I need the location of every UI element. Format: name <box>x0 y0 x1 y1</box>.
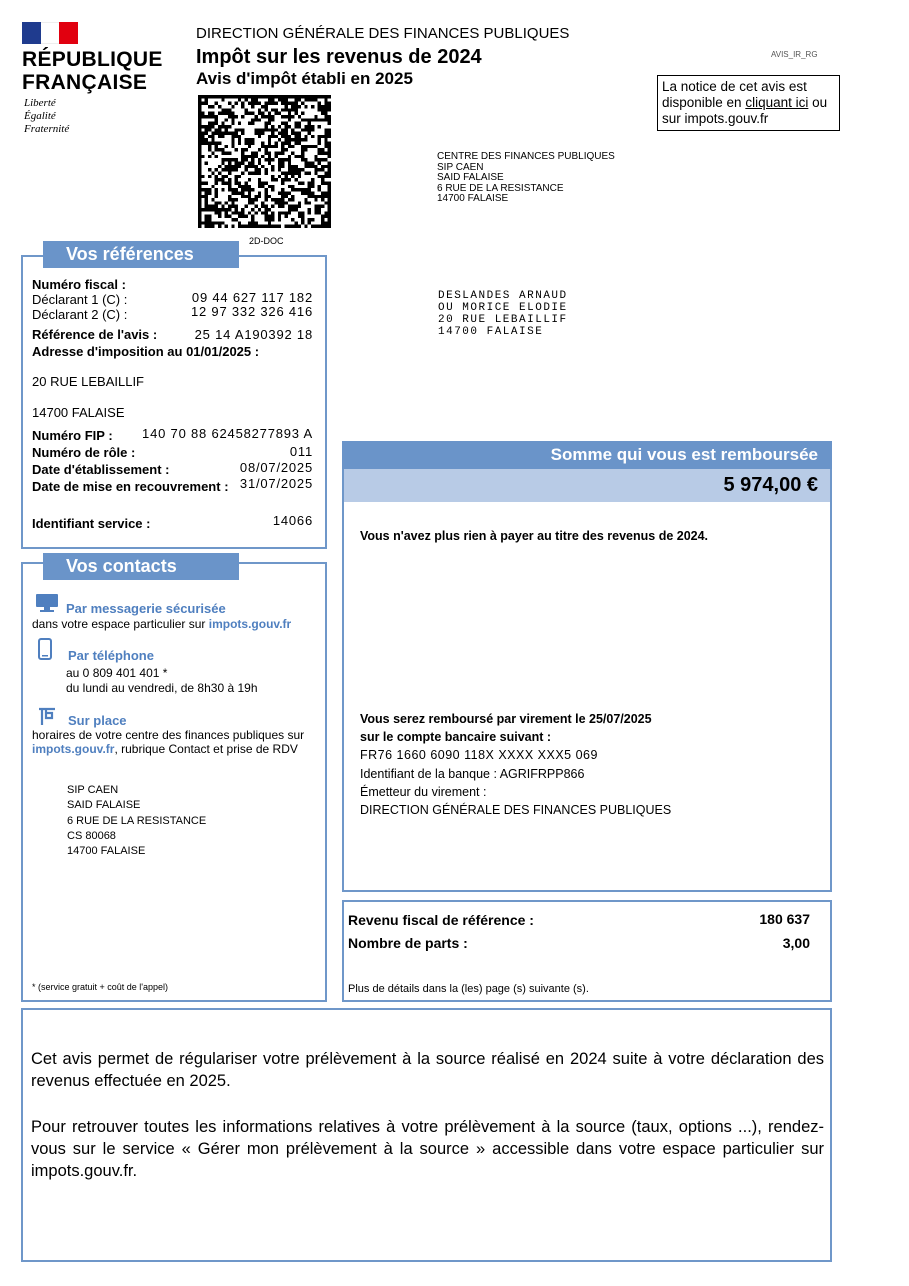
details-text: Plus de détails dans la (les) page (s) suivante (s). <box>348 983 589 995</box>
place-text-end: , rubrique Contact et prise de RDV <box>114 742 298 756</box>
direction-name: DIRECTION GÉNÉRALE DES FINANCES PUBLIQUES <box>196 25 570 42</box>
notice-text: La notice de cet avis est disponible en <box>662 79 807 110</box>
office-line: 6 RUE DE LA RESISTANCE <box>67 814 207 827</box>
place-link[interactable]: impots.gouv.fr <box>32 742 115 756</box>
role-value: 011 <box>289 444 313 459</box>
messagerie-link[interactable]: impots.gouv.fr <box>208 617 292 631</box>
references-panel <box>21 255 327 549</box>
reference-value: 25 14 A190392 18 <box>194 327 313 342</box>
republic-motto: Liberté Égalité Fraternité <box>24 97 70 135</box>
numero-fiscal-label: Numéro fiscal : <box>32 277 126 292</box>
contacts-tab: Vos contacts <box>43 553 239 580</box>
adresse-line2: 14700 FALAISE <box>32 405 125 420</box>
virement-account-text: sur le compte bancaire suivant : <box>360 730 552 744</box>
virement-date-text: Vous serez remboursé par virement le 25/07/2025 <box>360 712 652 726</box>
office-line: 14700 FALAISE <box>67 845 146 858</box>
republic-name: RÉPUBLIQUE FRANÇAISE <box>22 48 163 94</box>
office-line: CS 80068 <box>67 829 116 842</box>
nothing-to-pay-text: Vous n'avez plus rien à payer au titre des revenus de 2024. <box>360 529 709 543</box>
info-paragraph-2: Pour retrouver toutes les informations relatives à votre prélèvement à la source (taux, options ...), rendez-vous sur le service « Gérer mon prélèvement à la source » accessible dans votre espace particulier sur impots.gouv.fr. <box>31 1118 824 1180</box>
role-label: Numéro de rôle : <box>32 445 136 460</box>
rfr-label: Revenu fiscal de référence : <box>348 912 534 928</box>
2d-doc-barcode <box>198 95 331 228</box>
rfr-value: 180 637 <box>759 911 810 927</box>
revenu-panel <box>342 900 832 1002</box>
office-line: SAID FALAISE <box>67 799 141 812</box>
emetteur-value: DIRECTION GÉNÉRALE DES FINANCES PUBLIQUES <box>360 803 672 817</box>
declarant2-label: Déclarant 2 (C) : <box>32 307 128 322</box>
contacts-panel <box>21 562 327 1002</box>
etablissement-value: 08/07/2025 <box>239 460 313 475</box>
adresse-line1: 20 RUE LEBAILLIF <box>32 374 144 389</box>
refund-heading: Somme qui vous est remboursée <box>342 441 832 469</box>
fip-value: 140 70 88 62458277893 A <box>142 426 313 441</box>
fip-label: Numéro FIP : <box>32 428 113 443</box>
recipient-line: 20 RUE LEBAILLIF <box>438 314 568 326</box>
telephone-heading: Par téléphone <box>68 648 154 663</box>
notice-link[interactable]: cliquant ici <box>745 95 809 110</box>
sender-address <box>437 152 615 205</box>
avis-code: AVIS_IR_RG <box>771 50 818 59</box>
messagerie-text-label: dans votre espace particulier sur <box>32 617 209 631</box>
document-subtitle: Avis d'impôt établi en 2025 <box>196 69 413 88</box>
computer-icon <box>34 593 60 613</box>
refund-amount: 5 974,00 € <box>342 469 832 502</box>
phone-icon <box>38 638 52 660</box>
declarant1-value: 09 44 627 117 182 <box>191 290 313 305</box>
footnote: * (service gratuit + coût de l'appel) <box>32 982 169 992</box>
declarant2-value: 12 97 332 326 416 <box>190 304 313 319</box>
sender-line: CENTRE DES FINANCES PUBLIQUES <box>437 151 615 162</box>
telephone-hours: du lundi au vendredi, de 8h30 à 19h <box>66 681 258 695</box>
recouvrement-label: Date de mise en recouvrement : <box>32 479 229 494</box>
iban-value: FR76 1660 6090 118X XXXX XXX5 069 <box>360 748 598 762</box>
emetteur-label: Émetteur du virement : <box>360 785 487 799</box>
references-tab: Vos références <box>43 241 239 268</box>
barcode-label: 2D-DOC <box>249 236 284 246</box>
notice-text-end: ou sur impots.gouv.fr <box>662 95 828 126</box>
recipient-line: DESLANDES ARNAUD <box>438 290 568 302</box>
notice-box <box>657 75 840 131</box>
place-text-2 <box>32 742 298 756</box>
sender-line: SIP CAEN <box>437 161 484 173</box>
recouvrement-value: 31/07/2025 <box>239 476 313 491</box>
sender-line: SAID FALAISE <box>437 172 504 184</box>
telephone-number: au 0 809 401 401 * <box>66 666 168 680</box>
document-title: Impôt sur les revenus de 2024 <box>196 46 482 68</box>
info-panel <box>21 1008 832 1262</box>
info-paragraph-1: Cet avis permet de régulariser votre prélèvement à la source réalisé en 2024 suite à votre déclaration des revenus effectuée en 2025. <box>31 1050 824 1090</box>
service-value: 14066 <box>272 513 313 528</box>
parts-value: 3,00 <box>782 935 810 951</box>
declarant1-label: Déclarant 1 (C) : <box>32 292 128 307</box>
reference-label: Référence de l'avis : <box>32 327 158 342</box>
etablissement-label: Date d'établissement : <box>32 462 170 477</box>
messagerie-heading: Par messagerie sécurisée <box>66 601 226 616</box>
office-address <box>67 783 206 859</box>
bank-identifier: Identifiant de la banque : AGRIFRPP866 <box>360 767 585 781</box>
recipient-line: OU MORICE ELODIE <box>438 302 568 314</box>
counter-icon <box>36 705 58 727</box>
recipient-address <box>438 290 568 338</box>
french-flag-logo <box>22 22 78 44</box>
sender-line: 14700 FALAISE <box>437 193 509 205</box>
service-label: Identifiant service : <box>32 516 151 531</box>
refund-panel <box>342 502 832 892</box>
adresse-label: Adresse d'imposition au 01/01/2025 : <box>32 344 260 359</box>
place-heading: Sur place <box>68 713 127 728</box>
place-text: horaires de votre centre des finances publiques sur <box>32 728 305 742</box>
messagerie-text <box>32 617 291 631</box>
sender-line: 6 RUE DE LA RESISTANCE <box>437 182 564 194</box>
office-line: SIP CAEN <box>67 784 119 796</box>
parts-label: Nombre de parts : <box>348 935 468 951</box>
recipient-line: 14700 FALAISE <box>438 326 544 338</box>
